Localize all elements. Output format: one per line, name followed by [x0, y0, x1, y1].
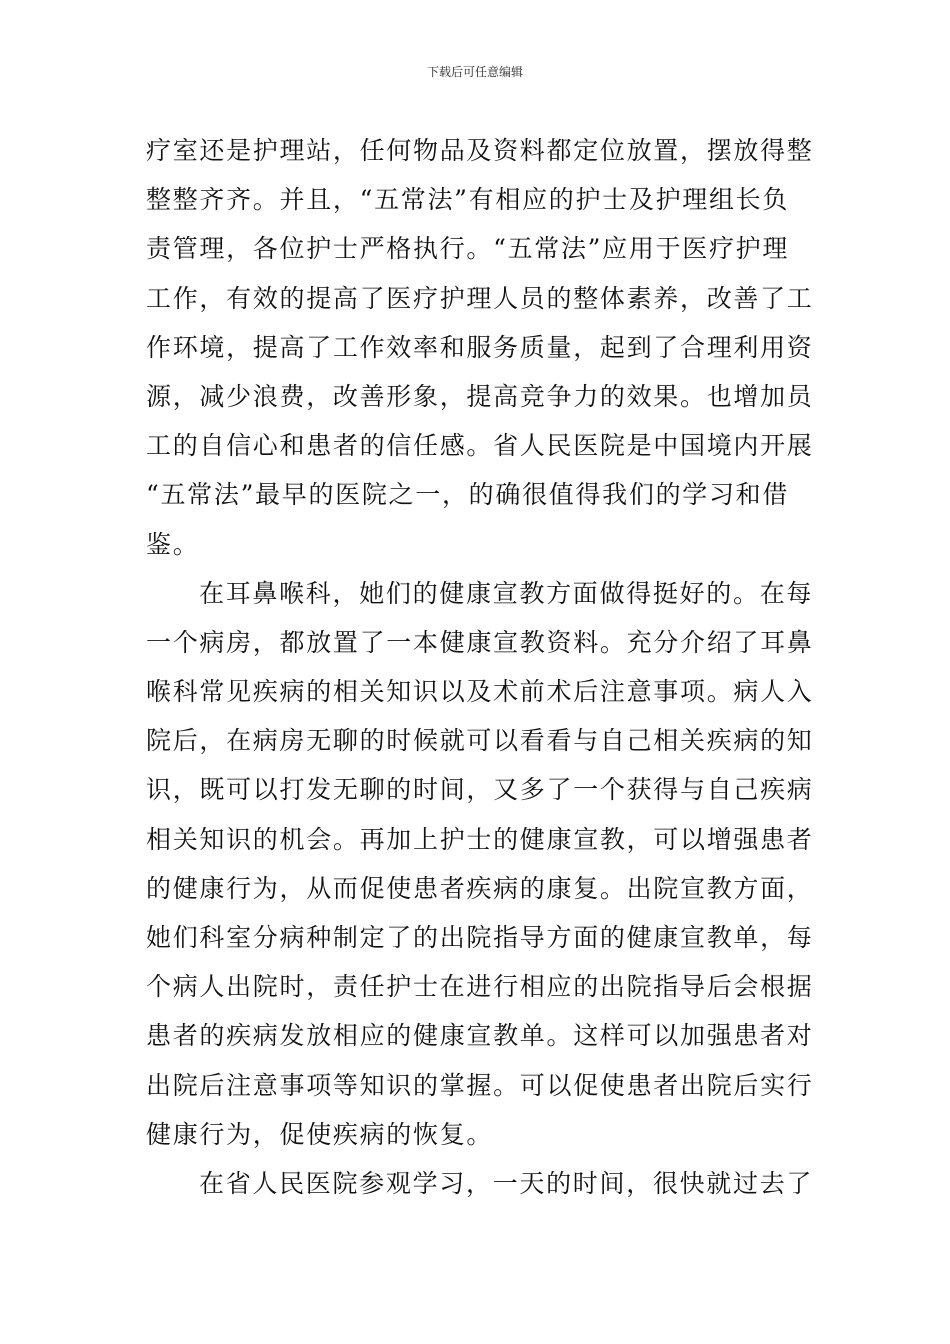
text-line: 源，减少浪费，改善形象，提高竞争力的效果。也增加员 [146, 381, 814, 411]
text-line: “五常法”最早的医院之一，的确很值得我们的学习和借 [146, 480, 790, 510]
paragraph-1 [146, 126, 814, 569]
text-line: 的健康行为，从而促使患者疾病的康复。出院宣教方面， [146, 873, 814, 903]
text-line: 工作，有效的提高了医疗护理人员的整体素养，改善了工 [146, 283, 814, 313]
text-line: 出院后注意事项等知识的掌握。可以促使患者出院后实行 [146, 1070, 814, 1100]
paragraph-2 [146, 569, 814, 1159]
text-line: 院后，在病房无聊的时候就可以看看与自己相关疾病的知 [146, 726, 814, 756]
text-line: 她们科室分病种制定了的出院指导方面的健康宣教单，每 [146, 923, 814, 952]
text-line: 相关知识的机会。再加上护士的健康宣教，可以增强患者 [146, 824, 814, 854]
text-line: 鉴。 [146, 529, 200, 559]
text-line: 患者的疾病发放相应的健康宣教单。这样可以加强患者对 [146, 1021, 814, 1051]
text-line: 责管理，各位护士严格执行。“五常法”应用于医疗护理 [146, 234, 790, 264]
text-line: 在耳鼻喉科，她们的健康宣教方面做得挺好的。在每 [199, 578, 814, 608]
text-line: 健康行为，促使疾病的恢复。 [146, 1119, 494, 1149]
text-line: 整整齐齐。并且，“五常法”有相应的护士及护理组长负 [146, 185, 790, 215]
text-line: 一个病房，都放置了一本健康宣教资料。充分介绍了耳鼻 [146, 627, 814, 657]
text-line: 个病人出院时，责任护士在进行相应的出院指导后会根据 [146, 972, 814, 1002]
text-line: 在省人民医院参观学习，一天的时间，很快就过去了 [199, 1168, 814, 1198]
text-line: 识，既可以打发无聊的时间，又多了一个获得与自己疾病 [146, 775, 814, 805]
text-line: 疗室还是护理站，任何物品及资料都定位放置，摆放得整 [146, 136, 814, 165]
text-line: 喉科常见疾病的相关知识以及术前术后注意事项。病人入 [146, 677, 814, 707]
text-line: 作环境，提高了工作效率和服务质量，起到了合理利用资 [146, 332, 814, 362]
paragraph-3 [146, 1159, 814, 1208]
document-body [146, 126, 814, 1208]
page-header: 下载后可任意编辑 [426, 65, 523, 79]
text-line: 工的自信心和患者的信任感。省人民医院是中国境内开展 [146, 431, 814, 461]
